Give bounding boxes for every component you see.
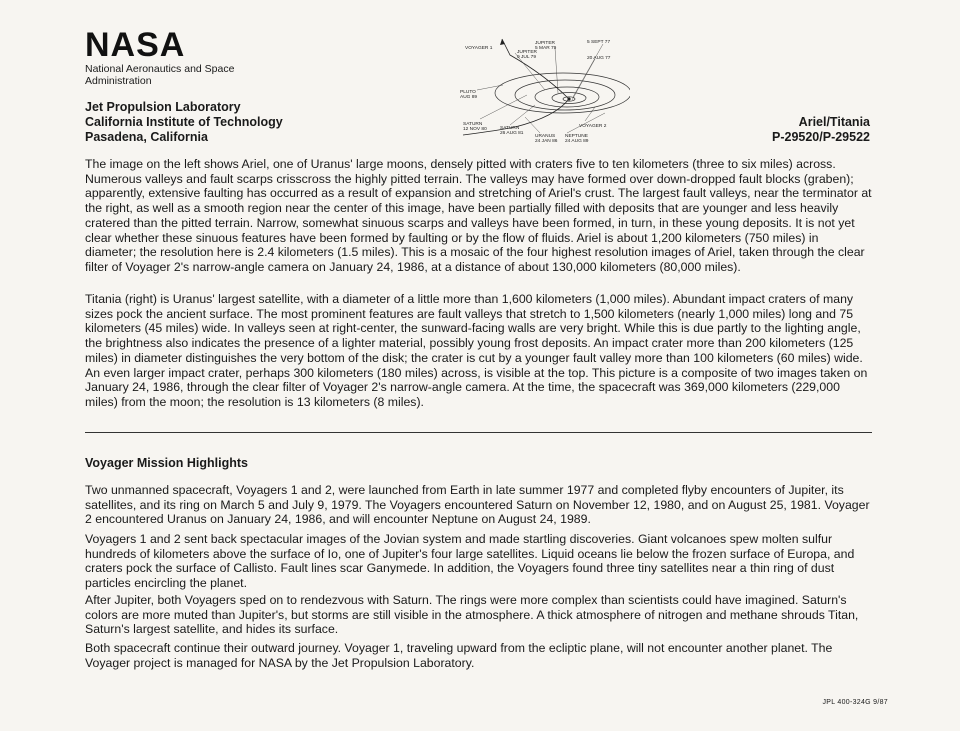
label-jupiter2: JUPITER xyxy=(535,41,555,46)
highlights-paragraph-text: Both spacecraft continue their outward journey. Voyager 1, traveling upward from the ecliptic plane, will not encounter another planet. The Voyager project is managed for NASA by the Jet Propulsion Laboratory. xyxy=(85,641,833,670)
leader-saturn1 xyxy=(480,95,527,119)
nasa-logo: NASA xyxy=(85,26,186,64)
section-divider xyxy=(85,432,872,433)
voyager1-arrow xyxy=(500,39,505,45)
label-saturn2: SATURN xyxy=(500,126,520,131)
label-uranus-date: 24 JAN 86 xyxy=(535,139,558,144)
label-launch2: 20 AUG 77 xyxy=(587,56,611,61)
lab-name: Jet Propulsion Laboratory xyxy=(85,100,241,114)
lab-institute: California Institute of Technology xyxy=(85,115,283,129)
label-jupiter2-date: 5 MAR 79 xyxy=(535,46,557,51)
label-launch1: 5 SEPT 77 xyxy=(587,40,611,45)
highlights-title: Voyager Mission Highlights xyxy=(85,456,248,470)
caption-ariel xyxy=(85,157,872,275)
photo-title: Ariel/Titania xyxy=(798,115,870,129)
caption-titania-text: Titania (right) is Uranus' largest satellite, with a diameter of a little more than 1,600 kilometers (1,000 miles). Abundant impact craters of many sizes pock the ancient surface. The most prominent features are fault valleys that stretch to 1,500 kilometers (nearly 1,000 miles) long and 75 kilometers (45 miles) wide. In valleys seen at right-center, the sunward-facing walls are very bright. While this is due partly to the lighting angle, the brightness also indicates the presence of a lighter material, possibly young frost deposits. An impact crater more than 200 kilometers (125 miles) in diameter distinguishes the very bottom of the disk; the crater is cut by a younger fault valley more than 100 kilometers (60 miles) wide. An even larger impact crater, perhaps 300 kilometers (180 miles) across, is visible at the top. This picture is a composite of two images taken on January 24, 1986, through the clear filter of Voyager 2's narrow-angle camera. At the time, the spacecraft was 369,000 kilometers (229,000 miles) from the moon; the resolution is 13 kilometers (8 miles). xyxy=(85,292,868,409)
label-pluto: PLUTO xyxy=(460,90,476,95)
leader-launch1 xyxy=(573,44,603,97)
trajectory-diagram xyxy=(455,35,630,150)
label-saturn1-date: 12 NOV 80 xyxy=(463,127,487,132)
leader-launch2 xyxy=(572,59,595,100)
caption-ariel-text: The image on the left shows Ariel, one of Uranus' large moons, densely pitted with craters five to ten kilometers (three to six miles) across. Numerous valleys and fault scarps crisscross the highly pitted terrain. The valleys may have formed over down-dropped fault blocks (graben); apparently, extensive faulting has occurred as a result of expansion and stretching of Ariel's crust. The largest fault valleys, near the terminator at the right, as well as a smooth region near the center of this image, have been partially filled with deposits that are younger and less heavily cratered than the pitted terrain. Narrow, somewhat sinuous scarps and valleys have been formed, in turn, in these young deposits. It is not yet clear whether these sinuous features have been formed by faulting or by the flow of fluids. Ariel is about 1,200 kilometers (750 miles) in diameter; the resolution here is 2.4 kilometers (1.5 miles). This is a mosaic of the four highest resolution images of Ariel, taken through the clear filter of Voyager 2's narrow-angle camera on January 24, 1986, at a distance of about 130,000 kilometers (80,000 miles). xyxy=(85,157,872,274)
label-voyager1: VOYAGER 1 xyxy=(465,46,493,51)
label-voyager2: VOYAGER 2 xyxy=(579,124,607,129)
label-pluto-date: AUG 89 xyxy=(460,95,478,100)
caption-titania xyxy=(85,292,872,410)
label-saturn1: SATURN xyxy=(463,122,483,127)
highlights-paragraph xyxy=(85,532,872,591)
label-saturn2-date: 26 AUG 81 xyxy=(500,131,524,136)
label-uranus: URANUS xyxy=(535,134,556,139)
agency-name: National Aeronautics and Space Administration xyxy=(85,63,235,87)
leader-neptune xyxy=(567,113,605,133)
label-jupiter1-date: 9 JUL 79 xyxy=(517,55,537,60)
highlights-paragraph xyxy=(85,483,872,527)
highlights-paragraph-text: After Jupiter, both Voyagers sped on to rendezvous with Saturn. The rings were more complex than scientists could have imagined. Saturn's colors are more muted than Jupiter's, but storms are still visible in the atmosphere. A thick atmosphere of nitrogen and methane shrouds Titan, Saturn's largest satellite, and hides its surface. xyxy=(85,593,859,637)
label-jupiter1: JUPITER xyxy=(517,50,537,55)
leader-uranus xyxy=(525,117,540,133)
highlights-paragraph xyxy=(85,593,872,637)
lab-address xyxy=(85,100,283,145)
photo-id xyxy=(772,115,870,145)
label-neptune-date: 24 AUG 89 xyxy=(565,139,589,144)
document-code: JPL 400-324G 9/87 xyxy=(822,699,888,706)
highlights-paragraph-text: Two unmanned spacecraft, Voyagers 1 and 2, were launched from Earth in late summer 1977 and completed flyby encounters of Jupiter, its satellites, and its ring on March 5 and July 9, 1979. The Voyagers encountered Saturn on November 12, 1980, and on August 25, 1981. Voyager 2 encountered Uranus on January 24, 1986, and will encounter Neptune on August 24, 1989. xyxy=(85,483,870,527)
label-neptune: NEPTUNE xyxy=(565,134,588,139)
highlights-paragraph-text: Voyagers 1 and 2 sent back spectacular images of the Jovian system and made startling discoveries. Giant volcanoes spew molten sulfur hundreds of kilometers above the surface of Io, one of Jupiter's four large satellites. Liquid oceans lie below the frozen surface of Europa, and craters pock the surface of Callisto. Fault lines scar Ganymede. In addition, the Voyagers found three tiny satellites near a thin ring of dust particles encircling the planet. xyxy=(85,532,855,591)
leader-pluto xyxy=(477,85,503,90)
photo-numbers: P-29520/P-29522 xyxy=(772,130,870,144)
lab-city: Pasadena, California xyxy=(85,130,208,144)
highlights-paragraph xyxy=(85,641,872,670)
